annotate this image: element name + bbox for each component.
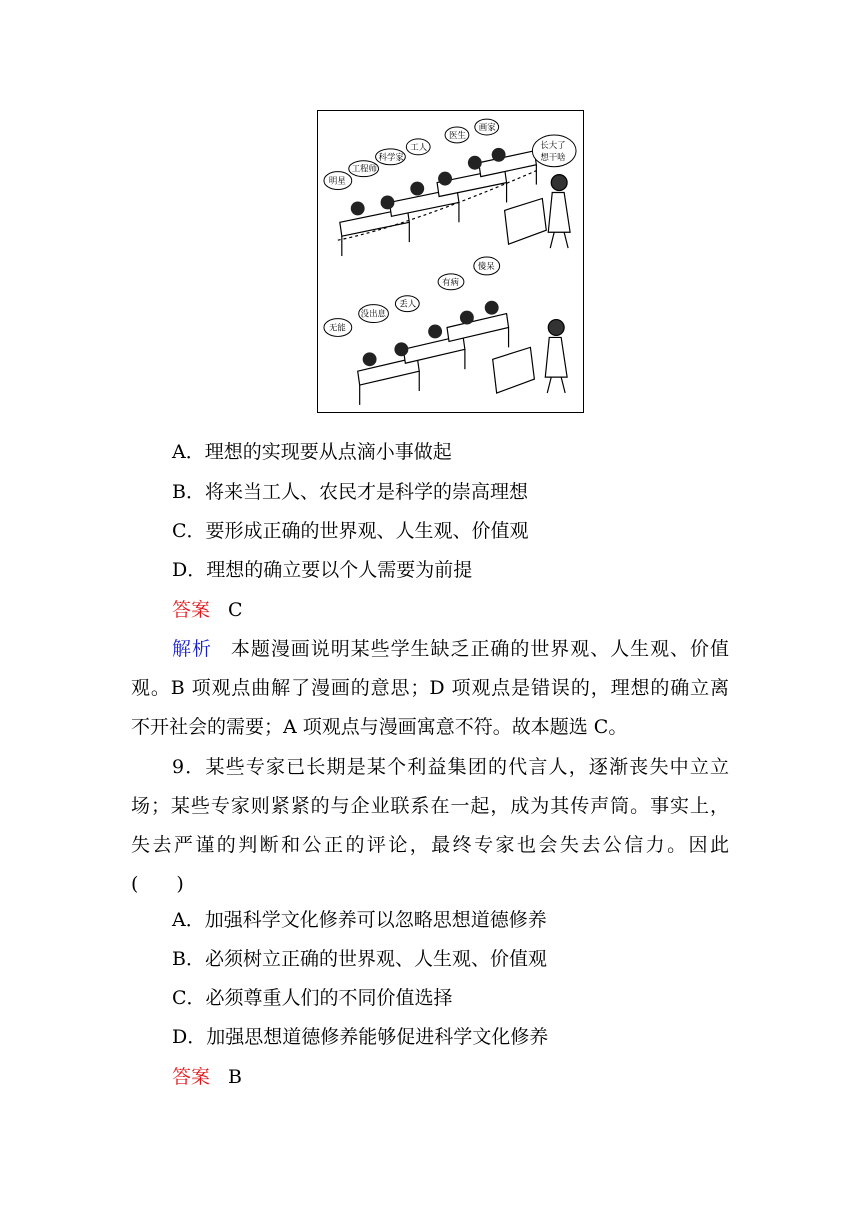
- top-teacher: [505, 175, 571, 248]
- bubble-text: 画家: [478, 121, 496, 132]
- q9-answer-blank: ( ): [131, 873, 184, 895]
- bubble-text: 想干啥: [540, 151, 566, 162]
- cartoon-illustration: [317, 110, 584, 413]
- bubble-text: 明星: [328, 175, 346, 186]
- cartoon-drawing: [318, 111, 583, 412]
- q8-option-c: C．要形成正确的世界观、人生观、价值观: [172, 520, 529, 542]
- bubble-text: 丢人: [399, 298, 417, 309]
- q9-answer: [172, 1065, 242, 1089]
- bubble-text: 长大了: [540, 139, 566, 150]
- q9-stem-line-2: 场；某些专家则紧紧的与企业联系在一起，成为其传声筒。事实上，: [131, 795, 729, 817]
- q8-option-a: A．理想的实现要从点滴小事做起: [172, 441, 452, 463]
- bubble-text: 没出息: [360, 308, 386, 319]
- bubble-text: 傻呆: [477, 260, 495, 271]
- q8-option-b: B．将来当工人、农民才是科学的崇高理想: [172, 481, 528, 503]
- bubble-text: 工人: [410, 141, 428, 152]
- q9-option-c: C．必须尊重人们的不同价值选择: [172, 987, 453, 1009]
- q9-stem-line-1: 9．某些专家已长期是某个利益集团的代言人，逐渐丧失中立立: [172, 756, 729, 778]
- q9-stem-line-3: 失去严谨的判断和公正的评论，最终专家也会失去公信力。因此: [131, 834, 729, 856]
- answer-value: B: [228, 1066, 242, 1088]
- answer-label: 答案: [172, 599, 211, 621]
- analysis-text: 本题漫画说明某些学生缺乏正确的世界观、人生观、价值: [229, 638, 729, 660]
- q9-option-a: A．加强科学文化修养可以忽略思想道德修养: [172, 909, 547, 931]
- analysis-label: 解析: [172, 638, 212, 660]
- answer-label: 答案: [172, 1066, 211, 1088]
- bubble-text: 无能: [328, 322, 346, 333]
- q9-option-d: D．加强思想道德修养能够促进科学文化修养: [172, 1026, 549, 1048]
- q8-analysis-line-2: 观。B 项观点曲解了漫画的意思；D 项观点是错误的，理想的确立离: [131, 677, 729, 699]
- q8-analysis-line-3: 不开社会的需要；A 项观点与漫画寓意不符。故本题选 C。: [131, 716, 628, 738]
- bubble-text: 科学家: [378, 151, 404, 162]
- bubble-text: 医生: [449, 129, 466, 140]
- bottom-teacher: [493, 320, 567, 393]
- q8-analysis-line-1: [172, 637, 729, 661]
- bubble-text: 工程师: [351, 163, 378, 174]
- q8-option-d: D．理想的确立要以个人需要为前提: [172, 559, 473, 581]
- q8-answer: [172, 598, 243, 622]
- bubble-text: 有病: [442, 276, 459, 287]
- answer-value: C: [228, 599, 243, 621]
- q9-option-b: B．必须树立正确的世界观、人生观、价值观: [172, 948, 547, 970]
